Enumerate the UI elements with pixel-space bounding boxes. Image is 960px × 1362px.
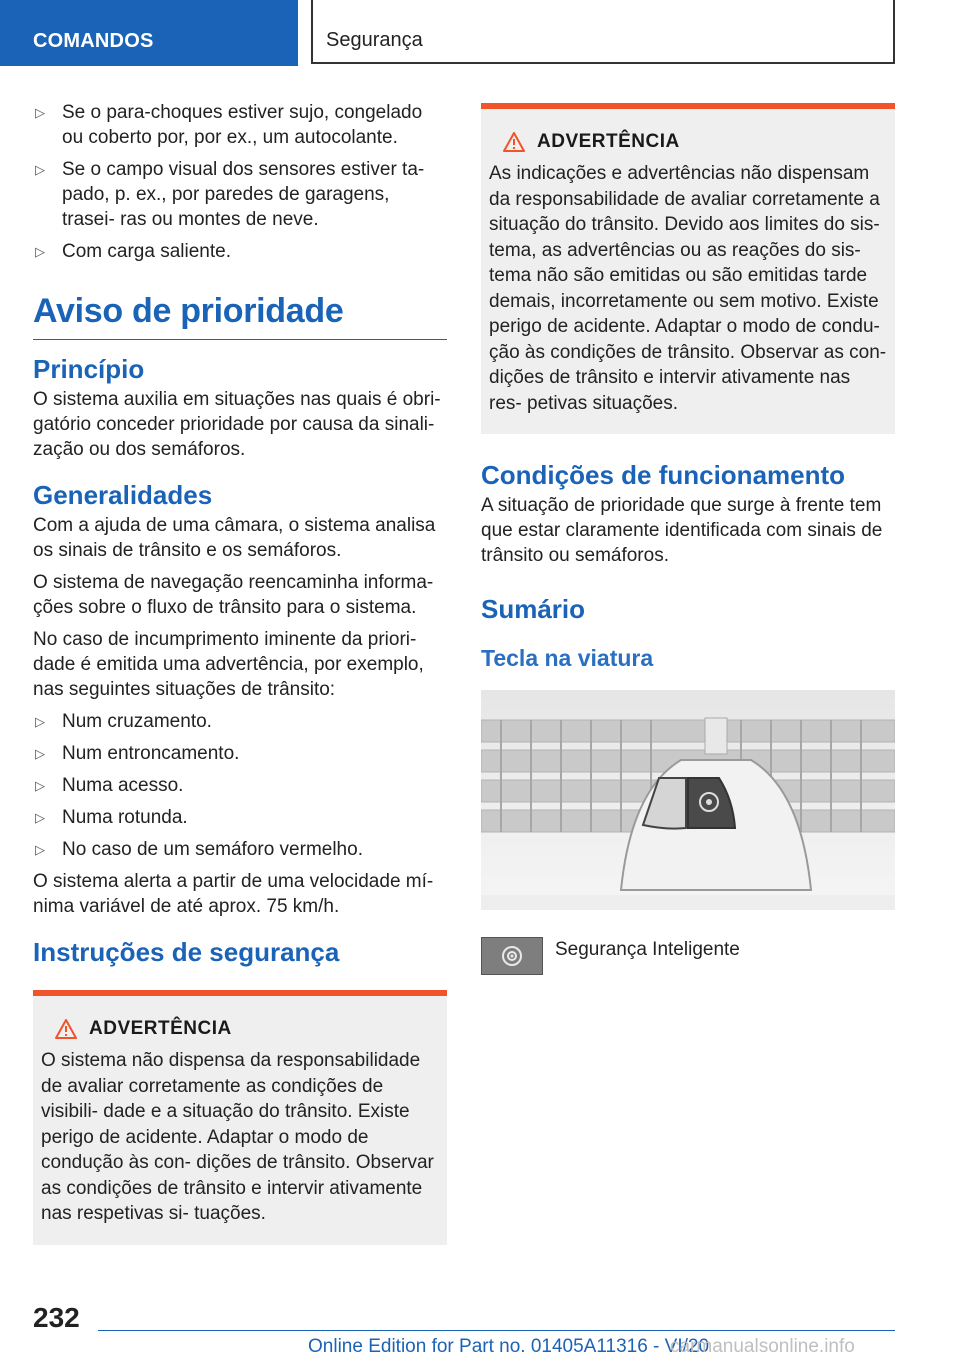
generalidades-p1: Com a ajuda de uma câmara, o sistema analisa os sinais de trânsito e os semáforos. — [33, 515, 436, 561]
warning-header — [41, 1018, 439, 1040]
footer-edition: Online Edition for Part no. 01405A11316 - VI/20 — [308, 1336, 710, 1357]
warning-triangle-icon — [503, 132, 525, 152]
section-title: Segurança — [311, 0, 895, 64]
caption-text: Segurança Inteligente — [555, 939, 740, 960]
condicoes-text: A situação de prioridade que surge à frente tem que estar claramente identificada com sinais de trânsito ou semáforos. — [481, 495, 883, 566]
list-item: ▷ Numa acesso. — [35, 775, 184, 796]
generalidades-p2: O sistema de navegação reencaminha informa- ções sobre o fluxo de trânsito para o sistema. — [33, 572, 434, 618]
photo-caption — [481, 937, 895, 975]
list-item: ▷ Num cruzamento. — [35, 711, 212, 732]
page-title: Aviso de prioridade — [33, 292, 447, 340]
triangle-bullet-icon: ▷ — [35, 810, 45, 825]
generalidades-p4: O sistema alerta a partir de uma velocidade mí- nima variável de até aprox. 75 km/h. — [33, 871, 434, 917]
page-number: 232 — [33, 1302, 80, 1333]
page-header — [0, 0, 960, 66]
triangle-bullet-icon: ▷ — [35, 746, 45, 761]
warning-title: ADVERTÊNCIA — [89, 1018, 232, 1039]
warning-title: ADVERTÊNCIA — [537, 131, 680, 152]
list-item: ▷ Se o campo visual dos sensores estiver ta- pado, p. ex., por paredes de garagens, trasei- ras ou montes de neve. — [35, 159, 425, 230]
list-item: ▷ No caso de um semáforo vermelho. — [35, 839, 363, 860]
heading-tecla: Tecla na viatura — [481, 645, 654, 671]
triangle-bullet-icon: ▷ — [35, 778, 45, 793]
list-item: ▷ Se o para-choques estiver sujo, congelado ou coberto por, por ex., um autocolante. — [35, 102, 423, 148]
warning-header — [489, 131, 887, 153]
list-item: ▷ Num entroncamento. — [35, 743, 240, 764]
heading-sumario: Sumário — [481, 594, 586, 624]
bullet-list-situations — [33, 709, 447, 862]
left-column — [33, 100, 447, 1245]
intelligent-safety-button-icon — [481, 937, 543, 975]
heading-instrucoes-seguranca: Instruções de segurança — [33, 937, 340, 967]
warning-box — [481, 103, 895, 434]
vehicle-button-photo — [481, 690, 895, 910]
right-column — [481, 103, 895, 975]
triangle-bullet-icon: ▷ — [35, 244, 45, 259]
heading-principio: Princípio — [33, 354, 145, 384]
heading-generalidades: Generalidades — [33, 480, 213, 510]
warning-box — [33, 990, 447, 1245]
chapter-tab: COMANDOS — [0, 0, 298, 66]
warning-triangle-icon — [55, 1019, 77, 1039]
triangle-bullet-icon: ▷ — [35, 162, 45, 177]
triangle-bullet-icon: ▷ — [35, 842, 45, 857]
heading-condicoes: Condições de funcionamento — [481, 460, 846, 490]
warning-text: O sistema não dispensa da responsabilidade de avaliar corretamente as condições de visibili- dade e a situação do trânsito. Existe perigo de acidente. Adaptar o modo de condução às con- dições de trânsito. Observar as condições de trânsito e intervir ativamente nas respetivas si- tuações. — [41, 1050, 434, 1224]
generalidades-p3: No caso de incumprimento iminente da priori- dade é emitida uma advertência, por exemplo, nas seguintes situações de trânsito: — [33, 629, 424, 700]
triangle-bullet-icon: ▷ — [35, 105, 45, 120]
bullet-list-top — [33, 100, 447, 264]
watermark: carmanualsonline.info — [670, 1336, 855, 1357]
list-item: ▷ Com carga saliente. — [35, 241, 231, 262]
list-item: ▷ Numa rotunda. — [35, 807, 188, 828]
principio-text: O sistema auxilia em situações nas quais é obri- gatório conceder prioridade por causa da sinali- zação ou dos semáforos. — [33, 389, 441, 460]
footer-divider — [98, 1330, 895, 1331]
triangle-bullet-icon: ▷ — [35, 714, 45, 729]
warning-text: As indicações e advertências não dispensam da responsabilidade de avaliar corretamente a situação do trânsito. Devido aos limites do sis- tema, as advertências ou as reações do sis- tema não são emitidas ou são emitidas tarde demais, incorretamente ou sem motivo. Existe perigo de acidente. Adaptar o modo de condu- ção às condições de trânsito. Observar as con- dições de trânsito e intervir ativamente nas res- petivas situações. — [489, 163, 887, 414]
